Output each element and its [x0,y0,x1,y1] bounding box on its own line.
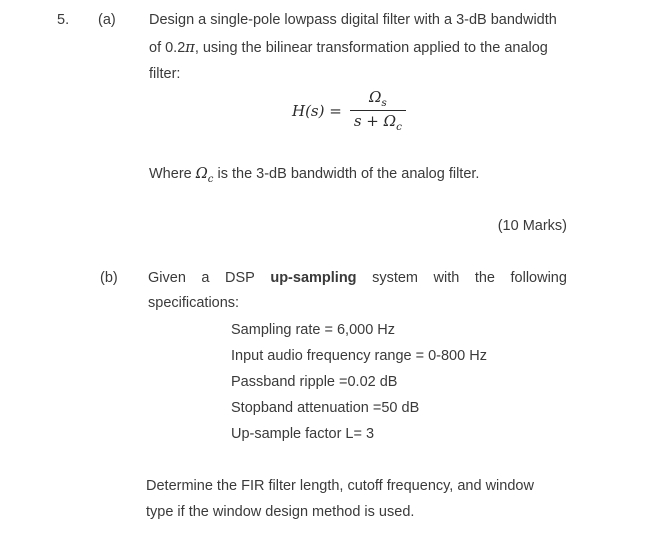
part-a-label: (a) [98,12,116,28]
task-line-2: type if the window design method is used. [146,504,415,520]
part-a-line-3: filter: [149,66,181,82]
part-a-marks: (10 Marks) [497,218,567,234]
part-a-line-2-pre: of 0.2 [149,40,186,56]
intro-word: the [474,270,495,286]
equation-fraction [350,88,406,133]
pi-symbol: π [185,40,195,56]
question-number: 5. [57,12,70,28]
spec-item: Input audio frequency range = 0-800 Hz [231,348,487,364]
intro-word: Given [148,270,186,286]
part-b-label: (b) [100,270,118,286]
intro-word: with [433,270,460,286]
omega-c-symbol: $\Omega_c$ [195,166,214,185]
spec-item: Up-sample factor L= 3 [231,426,375,442]
part-a-line-2-post: , using the bilinear transformation applied to the analog [194,40,548,56]
task-line-1: Determine the FIR filter length, cutoff frequency, and window [146,478,534,494]
part-b-intro-line-1 [148,270,567,286]
equation-denominator: $s + \Omega_c$ [350,110,406,133]
spec-item: Sampling rate = 6,000 Hz [231,322,396,338]
intro-word-bold: up-sampling [270,270,357,286]
where-statement [149,166,479,185]
equation-numerator: $\Omega_s$ [368,88,387,109]
spec-item: Stopband attenuation =50 dB [231,400,420,416]
spec-item: Passband ripple =0.02 dB [231,374,398,390]
transfer-function-equation [292,88,406,133]
intro-word: system [372,270,418,286]
part-b-intro-line-2: specifications: [148,295,240,311]
where-pre: Where [149,166,196,182]
where-post: is the 3-dB bandwidth of the analog filter. [213,166,480,182]
intro-word: a [201,270,210,286]
part-a-line-2 [149,40,548,56]
equation-lhs: H(s) = [292,101,342,120]
intro-word: DSP [225,270,255,286]
intro-word: following [510,270,567,286]
part-a-line-1: Design a single-pole lowpass digital filter with a 3-dB bandwidth [149,12,557,28]
